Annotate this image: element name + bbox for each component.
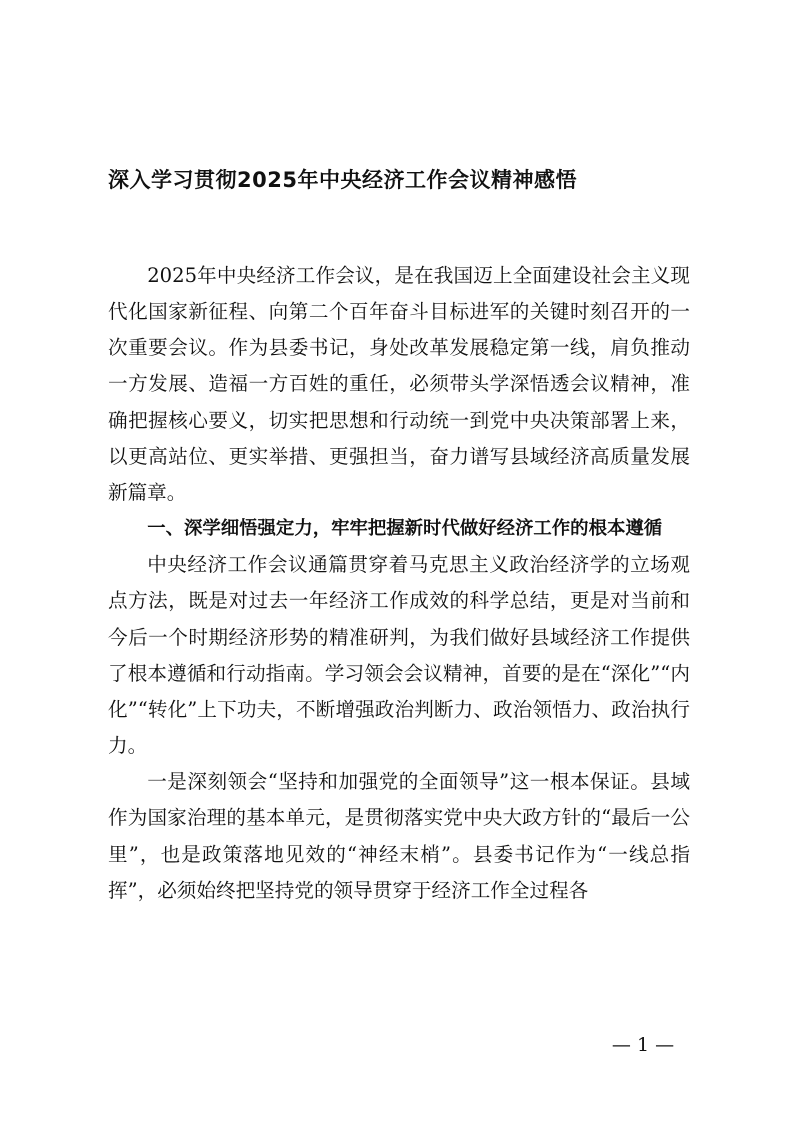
document-body bbox=[108, 258, 690, 909]
document-title: 深入学习贯彻2025年中央经济工作会议精神感悟 bbox=[108, 168, 577, 192]
section-1-paragraph: 中央经济工作会议通篇贯穿着马克思主义政治经济学的立场观点方法，既是对过去一年经济工作成效的科学总结，更是对当前和今后一个时期经济形势的精准研判，为我们做好县域经济工作提供了根本遵循和行动指南。学习领会会议精神，首要的是在“深化”“内化”“转化”上下功夫，不断增强政治判断力、政治领悟力、政治执行力。 bbox=[108, 553, 690, 758]
page-number: — 1 — bbox=[611, 1034, 675, 1056]
section-heading-1: 一、深学细悟强定力，牢牢把握新时代做好经济工作的根本遵循 bbox=[147, 518, 663, 540]
intro-paragraph: 2025年中央经济工作会议，是在我国迈上全面建设社会主义现代化国家新征程、向第二个百年奋斗目标进军的关键时刻召开的一次重要会议。作为县委书记，身处改革发展稳定第一线，肩负推动一方发展、造福一方百姓的重任，必须带头学深悟透会议精神，准确把握核心要义，切实把思想和行动统一到党中央决策部署上来，以更高站位、更实举措、更强担当，奋力谱写县域经济高质量发展新篇章。 bbox=[108, 264, 690, 504]
point-1-paragraph: 一是深刻领会“坚持和加强党的全面领导”这一根本保证。县域作为国家治理的基本单元，是贯彻落实党中央大政方针的“最后一公里”，也是政策落地见效的“神经末梢”。县委书记作为“一线总指挥”，必须始终把坚持党的领导贯穿于经济工作全过程各 bbox=[108, 770, 690, 902]
